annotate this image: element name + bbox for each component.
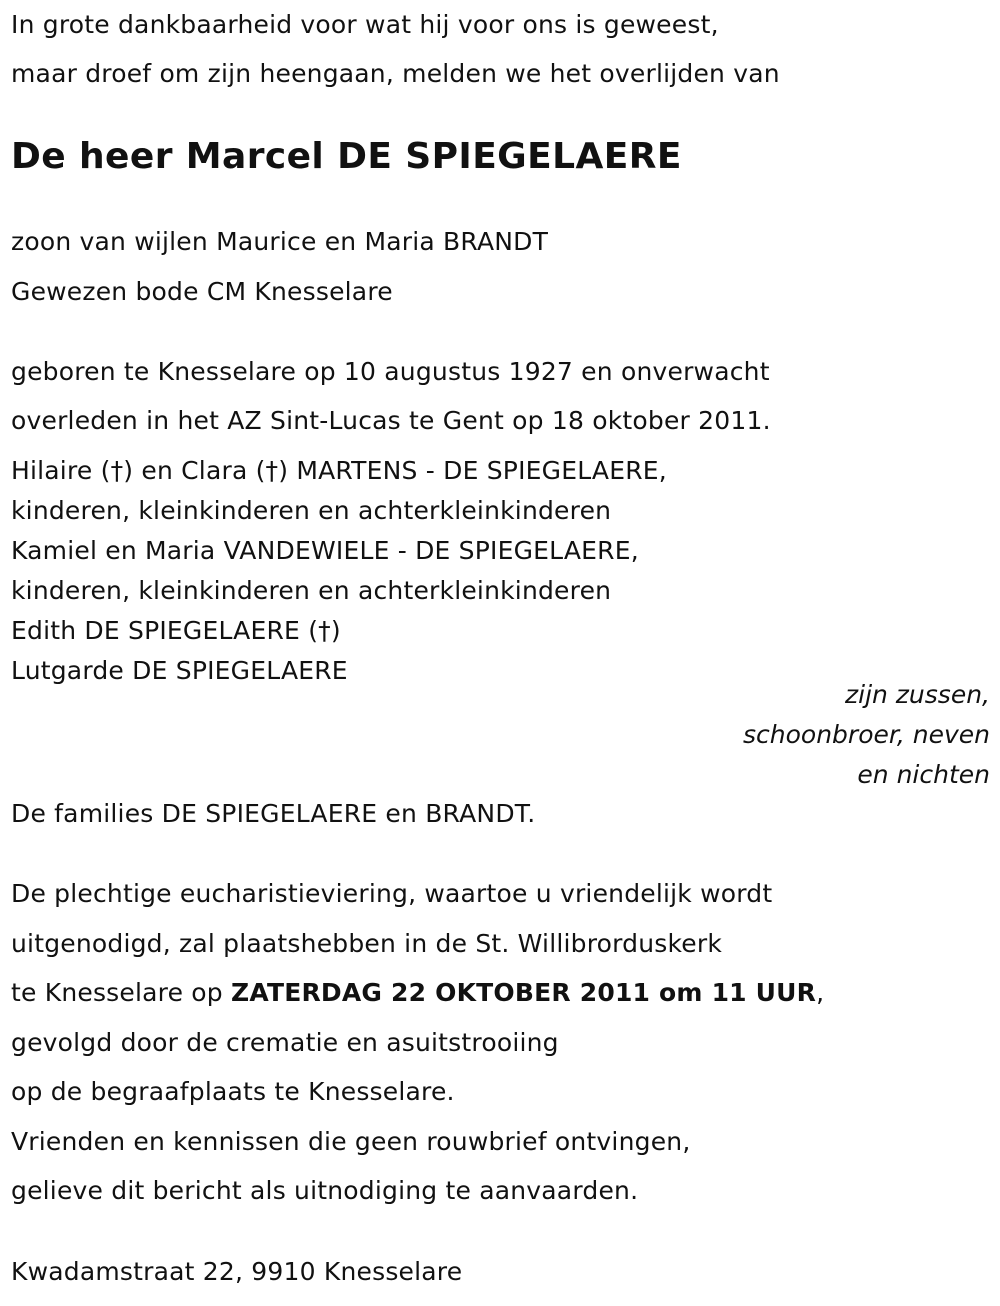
ceremony-line-2: uitgenodigd, zal plaatshebben in de St. Willibrorduskerk <box>11 929 723 958</box>
relation-line-3: en nichten <box>857 760 990 789</box>
occupation-line: Gewezen bode CM Knesselare <box>11 277 393 306</box>
deceased-name: De heer Marcel DE SPIEGELAERE <box>11 136 682 177</box>
relation-line-1: zijn zussen, <box>845 680 990 709</box>
family-line-4: kinderen, kleinkinderen en achterkleinkinderen <box>11 576 612 605</box>
family-line-2: kinderen, kleinkinderen en achterkleinkinderen <box>11 496 612 525</box>
birth-line: geboren te Knesselare op 10 augustus 1927 en onverwacht <box>11 357 770 386</box>
ceremony-line-7: gelieve dit bericht als uitnodiging te aanvaarden. <box>11 1176 639 1205</box>
intro-line-1: In grote dankbaarheid voor wat hij voor ons is geweest, <box>11 10 719 39</box>
family-line-6: Lutgarde DE SPIEGELAERE <box>11 656 348 685</box>
ceremony-line-3-suffix: , <box>816 978 825 1007</box>
ceremony-line-6: Vrienden en kennissen die geen rouwbrief ontvingen, <box>11 1127 691 1156</box>
address-line: Kwadamstraat 22, 9910 Knesselare <box>11 1257 463 1286</box>
death-line: overleden in het AZ Sint-Lucas te Gent op 18 oktober 2011. <box>11 406 771 435</box>
family-line-1: Hilaire (†) en Clara (†) MARTENS - DE SPIEGELAERE, <box>11 456 667 485</box>
family-line-3: Kamiel en Maria VANDEWIELE - DE SPIEGELAERE, <box>11 536 639 565</box>
families-line: De families DE SPIEGELAERE en BRANDT. <box>11 799 536 828</box>
family-line-5: Edith DE SPIEGELAERE (†) <box>11 616 341 645</box>
ceremony-line-5: op de begraafplaats te Knesselare. <box>11 1077 455 1106</box>
ceremony-line-4: gevolgd door de crematie en asuitstrooiing <box>11 1028 559 1057</box>
relation-line-2: schoonbroer, neven <box>743 720 990 749</box>
ceremony-date-time: ZATERDAG 22 OKTOBER 2011 om 11 UUR <box>231 978 817 1007</box>
ceremony-line-3-prefix: te Knesselare op <box>11 978 232 1007</box>
intro-line-2: maar droef om zijn heengaan, melden we het overlijden van <box>11 59 780 88</box>
ceremony-line-1: De plechtige eucharistieviering, waartoe u vriendelijk wordt <box>11 879 773 908</box>
ceremony-line-3 <box>11 977 824 1009</box>
parents-line: zoon van wijlen Maurice en Maria BRANDT <box>11 227 549 256</box>
